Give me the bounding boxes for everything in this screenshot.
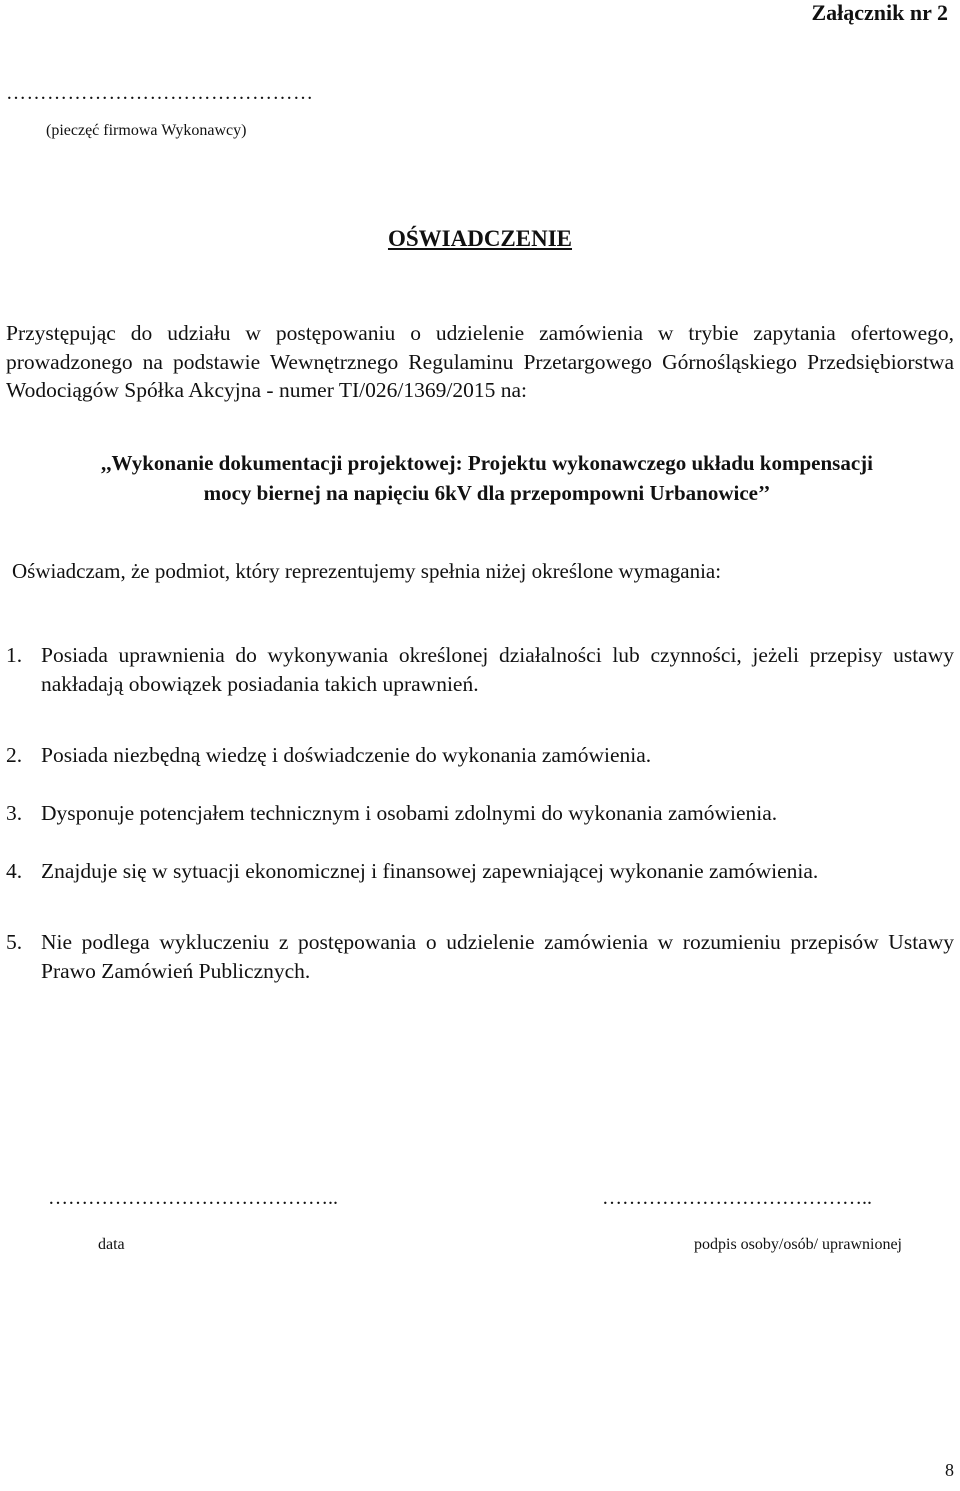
declaration-statement: Oświadczam, że podmiot, który reprezentujemy spełnia niżej określone wymagania: xyxy=(12,559,722,583)
requirement-text: Znajduje się w sytuacji ekonomicznej i finansowej zapewniającej wykonanie zamówienia. xyxy=(41,859,819,883)
signature-placeholder: ………………………………….. xyxy=(602,1187,872,1209)
requirement-item xyxy=(6,857,954,886)
document-title: OŚWIADCZENIE xyxy=(387,226,573,251)
requirement-item xyxy=(6,641,954,699)
requirement-number: 3. xyxy=(6,801,23,825)
company-stamp-placeholder: ……………………………………… xyxy=(6,82,314,104)
requirement-text: Dysponuje potencjałem technicznym i osobami zdolnymi do wykonania zamówienia. xyxy=(41,801,778,825)
date-label: data xyxy=(98,1236,125,1253)
requirement-number: 1. xyxy=(6,643,23,667)
intro-paragraph: Przystępując do udziału w postępowaniu o udzielenie zamówienia w trybie zapytania ofertowego, prowadzonego na podstawie Wewnętrznego Regulaminu Przetargowego Górnośląskiego Przedsiębiorstwa Wodociągów Spółka Akcyjna - numer TI/026/1369/2015 na: xyxy=(6,321,954,402)
requirement-item xyxy=(6,928,954,986)
company-stamp-label: (pieczęć firmowa Wykonawcy) xyxy=(46,122,247,139)
requirement-number: 2. xyxy=(6,743,23,767)
contract-subject xyxy=(20,448,954,508)
requirement-item xyxy=(6,741,954,770)
requirement-item xyxy=(6,799,954,828)
signature-label: podpis osoby/osób/ uprawnionej xyxy=(694,1236,902,1253)
requirement-number: 4. xyxy=(6,859,23,883)
page-number: 8 xyxy=(945,1460,954,1480)
date-placeholder: …………………………………….. xyxy=(48,1187,338,1209)
requirement-text: Posiada niezbędną wiedzę i doświadczenie do wykonania zamówienia. xyxy=(41,743,652,767)
requirement-text: Nie podlega wykluczeniu z postępowania o udzielenie zamówienia w rozumieniu przepisów Ustawy Prawo Zamówień Publicznych. xyxy=(41,930,954,983)
contract-subject-line-2: mocy biernej na napięciu 6kV dla przepompowni Urbanowice’’ xyxy=(203,481,771,505)
contract-subject-line-1: ,,Wykonanie dokumentacji projektowej: Projektu wykonawczego układu kompensacji xyxy=(101,451,873,475)
annex-label: Załącznik nr 2 xyxy=(811,0,948,25)
requirement-number: 5. xyxy=(6,930,23,954)
requirement-text: Posiada uprawnienia do wykonywania określonej działalności lub czynności, jeżeli przepisy ustawy nakładają obowiązek posiadania takich uprawnień. xyxy=(41,643,954,696)
